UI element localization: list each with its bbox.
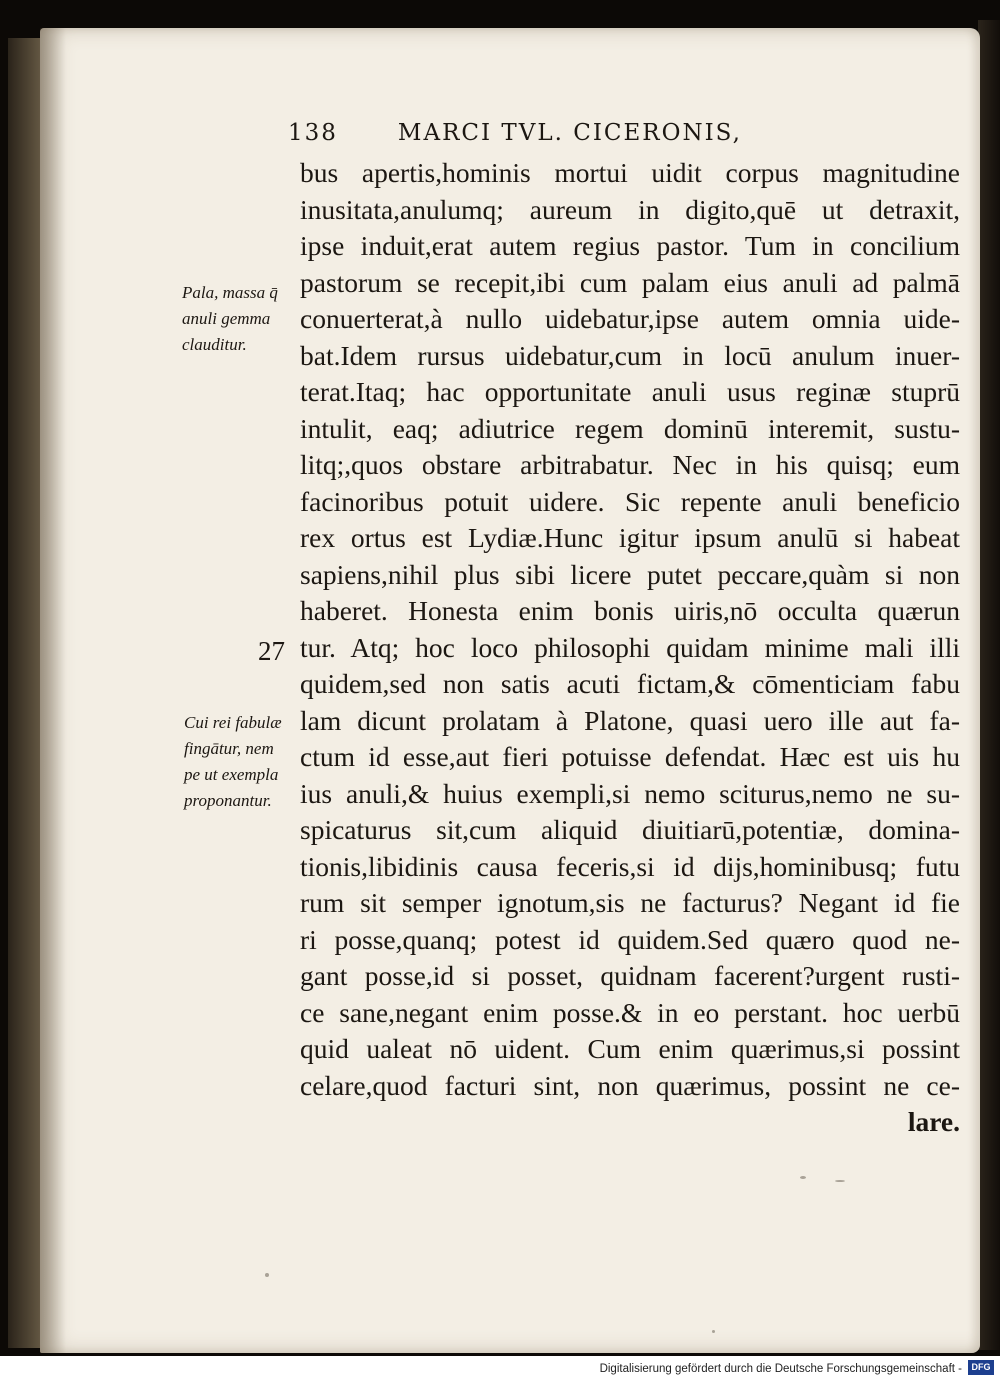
text-line: ius anuli,& huius exempli,si nemo sciturus,nemo ne su- [300, 777, 960, 809]
text-line: facinoribus potuit uidere. Sic repente anuli beneficio [300, 485, 960, 517]
text-line: gant posse,id si posset, quidnam facerent?urgent rusti- [300, 960, 960, 991]
text-line: bus apertis,hominis mortui uidit corpus magnitudine [300, 157, 960, 188]
paper-speck [712, 1330, 715, 1333]
text-line: rex ortus est Lydiæ.Hunc igitur ipsum anulū si habeat [300, 522, 960, 553]
text-line: conuerterat,à nullo uidebatur,ipse autem omnia uide- [300, 303, 960, 334]
marginal-note-line: anuli gemma [182, 309, 271, 328]
text-line: rum sit semper ignotum,sis ne facturus? Negant id fie [300, 887, 960, 918]
marginal-note-line: proponantur. [184, 791, 272, 810]
marginal-note-line: pe ut exempla [184, 765, 279, 784]
paper-speck [265, 1273, 269, 1277]
text-line: tionis,libidinis causa feceris,si id dijs,hominibusq; futu [300, 850, 960, 882]
catchword-line: lare. [907, 1106, 960, 1137]
section-number: 27 [258, 636, 285, 666]
text-line: inusitata,anulumq; aureum in digito,quē ut detraxit, [300, 193, 960, 225]
spine-shadow [40, 28, 66, 1353]
text-line: terat.Itaq; hac opportunitate anuli usus reginæ stuprū [300, 376, 960, 407]
text-line: quid ualeat nō uident. Cum enim quærimus,si possint [300, 1033, 960, 1064]
text-line: bat.Idem rursus uidebatur,cum in locū anulum inuer- [300, 339, 960, 371]
marginal-note-line: Pala, massa q̄ [182, 283, 278, 302]
text-line: ri posse,quanq; potest id quidem.Sed quæro quod ne- [300, 923, 960, 955]
text-line: sapiens,nihil plus sibi licere putet peccare,quàm si non [300, 558, 960, 590]
text-line: ce sane,negant enim posse.& in eo perstant. hoc uerbū [300, 996, 960, 1028]
page-number: 138 [288, 120, 338, 146]
marginal-note-line: Cui rei fabulæ [184, 713, 282, 732]
facing-page-edge [978, 20, 1000, 1350]
marginal-note [182, 280, 300, 358]
marginal-note-line: fingātur, nem [184, 739, 274, 758]
marginal-note-line: clauditur. [182, 335, 247, 354]
text-line: litq;,quos obstare arbitrabatur. Nec in his quisq; eum [300, 449, 960, 480]
text-line: ctum id esse,aut fieri potuisse defendat. Hæc est uis hu [300, 741, 960, 772]
footer-bar [0, 1356, 1000, 1378]
paper-speck [835, 1180, 845, 1182]
text-line: haberet. Honesta enim bonis uiris,nō occulta quærun [300, 595, 960, 626]
dfg-logo[interactable]: DFG [968, 1360, 994, 1375]
main-text-block [300, 155, 960, 1141]
running-head [288, 120, 848, 146]
paper-speck [800, 1176, 806, 1179]
text-line: quidem,sed non satis acuti fictam,& cōmenticiam fabu [300, 668, 960, 699]
running-head-title: MARCI TVL. CICERONIS, [397, 120, 742, 146]
text-line: pastorum se recepit,ibi cum palam eius anuli ad palmā [300, 266, 960, 298]
text-line: ipse induit,erat autem regius pastor. Tum in concilium [300, 230, 960, 261]
text-line: intulit, eaq; adiutrice regem dominū interemit, sustu- [300, 412, 960, 444]
marginal-note [184, 710, 306, 814]
text-line: tur. Atq; hoc loco philosophi quidam minime mali illi [300, 631, 960, 663]
text-line: celare,quod facturi sint, non quærimus, possint ne ce- [300, 1069, 960, 1101]
text-line: lam dicunt prolatam à Platone, quasi uero ille aut fa- [300, 704, 960, 736]
funding-notice: Digitalisierung gefördert durch die Deutsche Forschungsgemeinschaft - [599, 1363, 962, 1375]
text-line: spicaturus sit,cum aliquid diuitiarū,potentiæ, domina- [300, 814, 960, 845]
